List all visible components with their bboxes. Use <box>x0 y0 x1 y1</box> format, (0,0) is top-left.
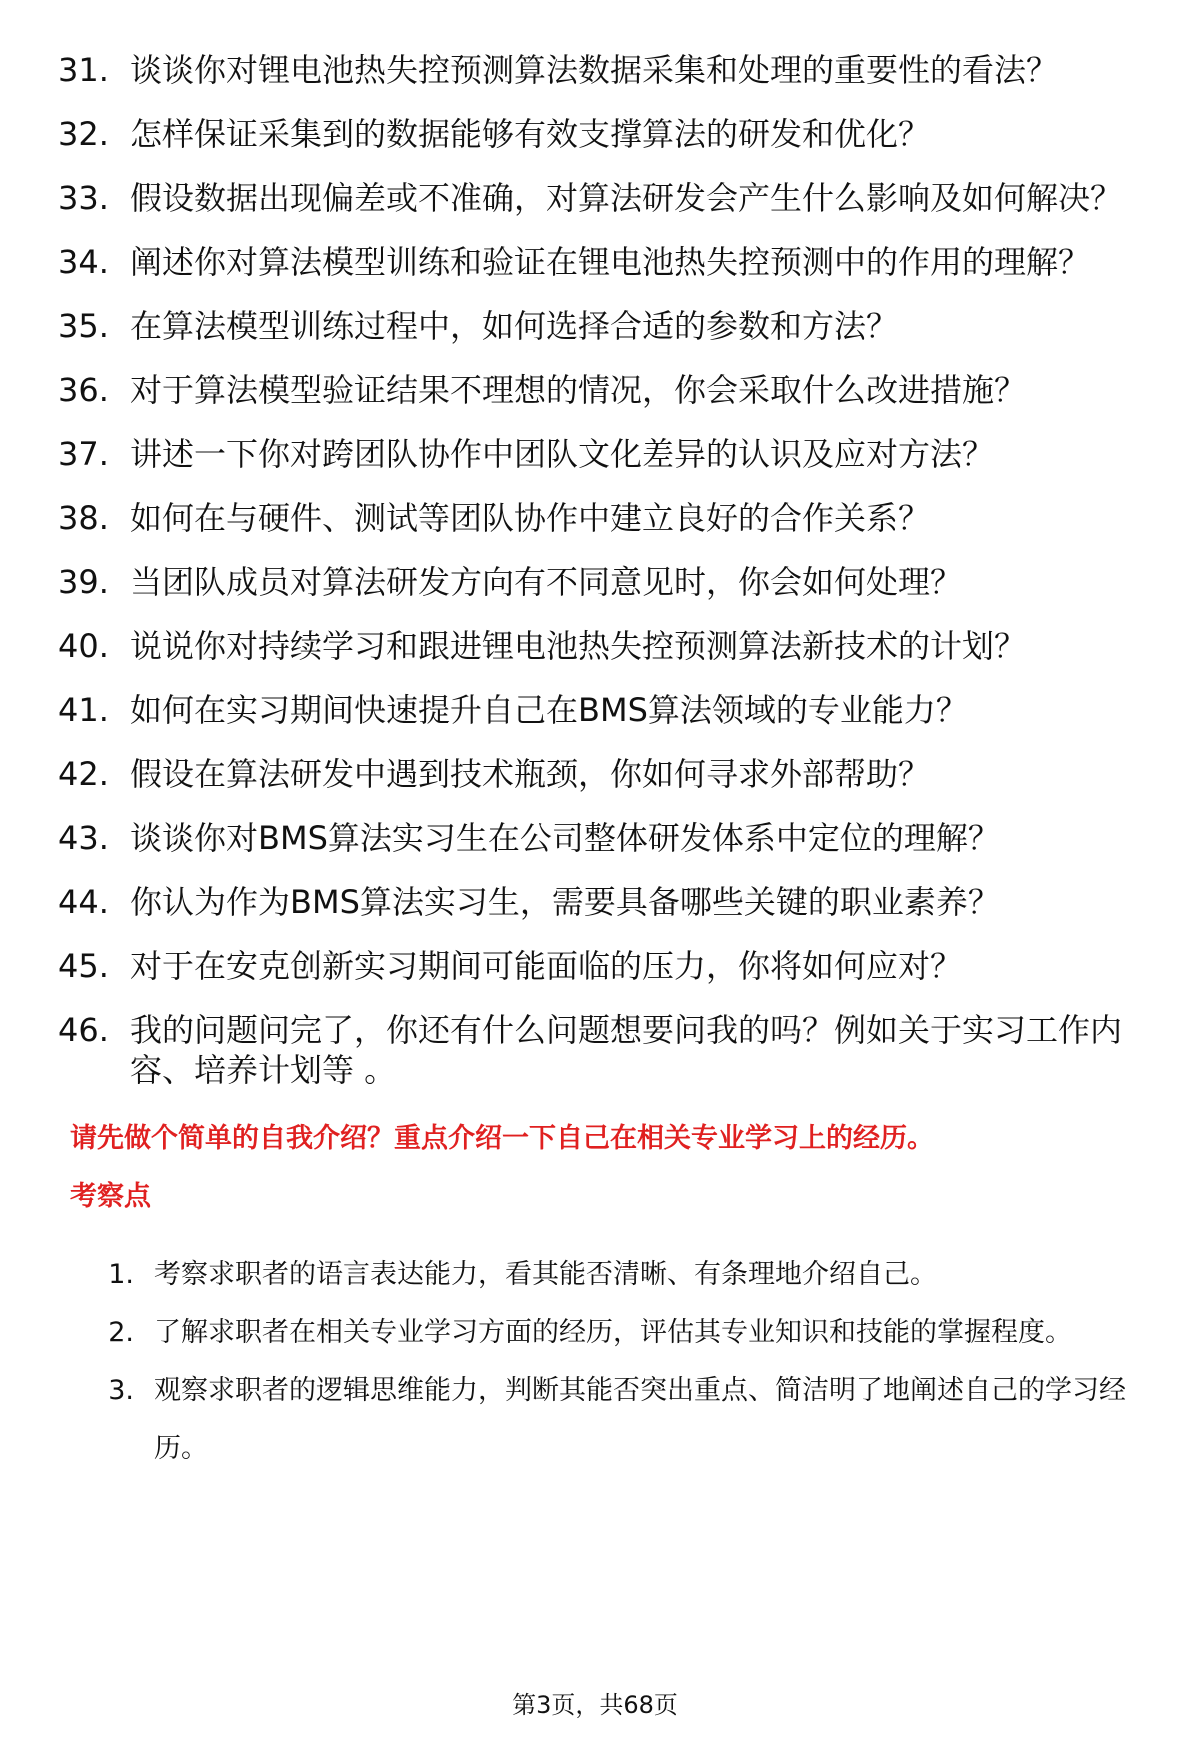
question-text: 阐述你对算法模型训练和验证在锂电池热失控预测中的作用的理解？ <box>130 243 1091 281</box>
question-text: 对于在安克创新实习期间可能面临的压力，你将如何应对？ <box>130 947 963 985</box>
question-item <box>58 690 1150 730</box>
question-text: 假设在算法研发中遇到技术瓶颈，你如何寻求外部帮助？ <box>130 755 931 793</box>
question-item <box>58 882 1150 922</box>
question-text: 怎样保证采集到的数据能够有效支撑算法的研发和优化？ <box>130 115 931 153</box>
question-text: 谈谈你对BMS算法实习生在公司整体研发体系中定位的理解？ <box>130 819 1000 857</box>
section-heading: 请先做个简单的自我介绍？重点介绍一下自己在相关专业学习上的经历。 <box>70 1123 934 1154</box>
question-number: 33. <box>58 179 109 217</box>
question-number: 44. <box>58 883 109 921</box>
question-item <box>58 50 1150 90</box>
question-item <box>58 306 1150 346</box>
question-number: 32. <box>58 115 109 153</box>
question-text: 你认为作为BMS算法实习生，需要具备哪些关键的职业素养？ <box>130 883 1000 921</box>
question-number: 34. <box>58 243 109 281</box>
question-number: 36. <box>58 371 109 409</box>
question-text: 我的问题问完了，你还有什么问题想要问我的吗？例如关于实习工作内容、培养计划等 。 <box>130 1011 1123 1089</box>
question-list <box>58 50 1150 1090</box>
question-number: 31. <box>58 51 109 89</box>
question-text: 谈谈你对锂电池热失控预测算法数据采集和处理的重要性的看法？ <box>130 51 1059 89</box>
focus-point-item <box>58 1362 1150 1478</box>
question-item <box>58 562 1150 602</box>
question-number: 42. <box>58 755 109 793</box>
question-number: 45. <box>58 947 109 985</box>
question-text: 如何在实习期间快速提升自己在BMS算法领域的专业能力？ <box>130 691 968 729</box>
question-text: 假设数据出现偏差或不准确，对算法研发会产生什么影响及如何解决？ <box>130 179 1123 217</box>
question-text: 对于算法模型验证结果不理想的情况，你会采取什么改进措施？ <box>130 371 1027 409</box>
question-number: 41. <box>58 691 109 729</box>
question-text: 在算法模型训练过程中，如何选择合适的参数和方法？ <box>130 307 899 345</box>
focus-point-number: 3. <box>108 1375 134 1406</box>
question-number: 43. <box>58 819 109 857</box>
question-number: 38. <box>58 499 109 537</box>
question-text: 如何在与硬件、测试等团队协作中建立良好的合作关系？ <box>130 499 931 537</box>
question-item <box>58 1010 1150 1090</box>
question-item <box>58 498 1150 538</box>
question-item <box>58 370 1150 410</box>
focus-point-text: 观察求职者的逻辑思维能力，判断其能否突出重点、简洁明了地阐述自己的学习经历。 <box>154 1375 1126 1464</box>
focus-point-number: 2. <box>108 1317 134 1348</box>
question-text: 当团队成员对算法研发方向有不同意见时，你会如何处理？ <box>130 563 963 601</box>
question-number: 35. <box>58 307 109 345</box>
focus-point-number: 1. <box>108 1259 134 1290</box>
focus-point-item <box>58 1304 1150 1362</box>
question-text: 讲述一下你对跨团队协作中团队文化差异的认识及应对方法？ <box>130 435 995 473</box>
question-number: 37. <box>58 435 109 473</box>
question-item <box>58 754 1150 794</box>
question-item <box>58 818 1150 858</box>
question-text: 说说你对持续学习和跟进锂电池热失控预测算法新技术的计划？ <box>130 627 1027 665</box>
question-item <box>58 114 1150 154</box>
page-footer: 第3页，共68页 <box>512 1691 678 1719</box>
focus-points-list <box>58 1246 1150 1478</box>
question-item <box>58 242 1150 282</box>
question-number: 40. <box>58 627 109 665</box>
question-number: 39. <box>58 563 109 601</box>
focus-points-heading: 考察点 <box>70 1181 151 1212</box>
question-item <box>58 178 1150 218</box>
focus-point-item <box>58 1246 1150 1304</box>
focus-point-text: 考察求职者的语言表达能力，看其能否清晰、有条理地介绍自己。 <box>154 1259 937 1290</box>
question-item <box>58 626 1150 666</box>
question-item <box>58 434 1150 474</box>
question-item <box>58 946 1150 986</box>
question-number: 46. <box>58 1011 109 1049</box>
focus-point-text: 了解求职者在相关专业学习方面的经历，评估其专业知识和技能的掌握程度。 <box>154 1317 1072 1348</box>
